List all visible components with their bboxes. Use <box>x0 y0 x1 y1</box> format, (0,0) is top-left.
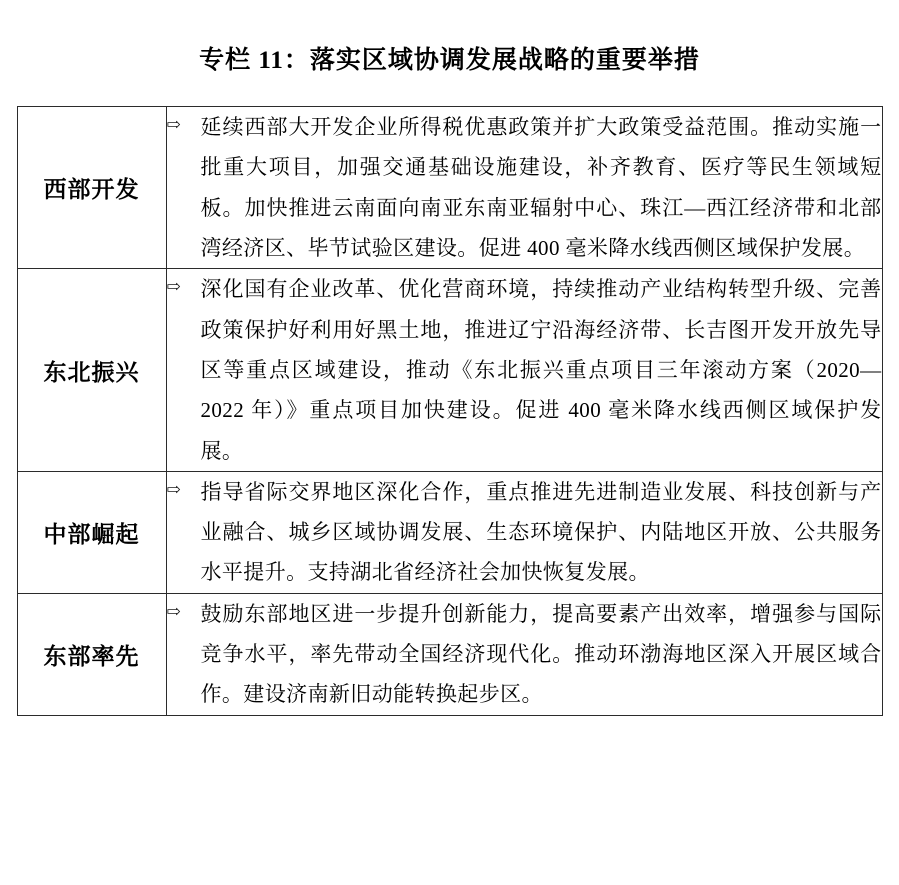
arrow-bullet-icon: ⇨ <box>166 479 181 499</box>
row-text: 指导省际交界地区深化合作，重点推进先进制造业发展、科技创新与产业融合、城乡区域协调发展、生态环境保护、内陆地区开放、公共服务水平提升。支持湖北省经济社会加快恢复发展。 <box>200 479 882 585</box>
row-content-east-leading <box>166 593 882 715</box>
arrow-bullet-icon: ⇨ <box>166 115 181 134</box>
page-title: 专栏 11：落实区域协调发展战略的重要举措 <box>199 47 700 74</box>
arrow-bullet-icon: ⇨ <box>166 601 181 621</box>
row-label-west-development: 西部开发 <box>17 107 166 269</box>
row-content-west-development <box>166 107 882 269</box>
row-text: 深化国有企业改革、优化营商环境，持续推动产业结构转型升级、完善政策保护好利用好黑土地，推进辽宁沿海经济带、长吉图开发开放先导区等重点区域建设，推动《东北振兴重点项目三年滚动方案（2020—2022 年）》重点项目加快建设。促进 400 毫米降水线西侧区域保护发展。 <box>200 277 882 463</box>
row-content-northeast-revitalization <box>166 269 882 472</box>
table-row <box>17 593 882 715</box>
row-content-central-rise <box>166 471 882 593</box>
row-label-northeast-revitalization: 东北振兴 <box>17 269 166 472</box>
row-label-east-leading: 东部率先 <box>17 593 166 715</box>
row-label-central-rise: 中部崛起 <box>17 471 166 593</box>
table-row <box>17 107 882 269</box>
row-text: 延续西部大开发企业所得税优惠政策并扩大政策受益范围。推动实施一批重大项目，加强交通基础设施建设，补齐教育、医疗等民生领域短板。加快推进云南面向南亚东南亚辐射中心、珠江—西江经济带和北部湾经济区、毕节试验区建设。促进 400 毫米降水线西侧区域保护发展。 <box>200 115 882 260</box>
table-row <box>17 471 882 593</box>
row-text: 鼓励东部地区进一步提升创新能力，提高要素产出效率，增强参与国际竞争水平，率先带动全国经济现代化。推动环渤海地区深入开展区域合作。建设济南新旧动能转换起步区。 <box>200 601 882 707</box>
table-row <box>17 269 882 472</box>
arrow-bullet-icon: ⇨ <box>166 277 181 297</box>
measures-table <box>17 106 883 716</box>
